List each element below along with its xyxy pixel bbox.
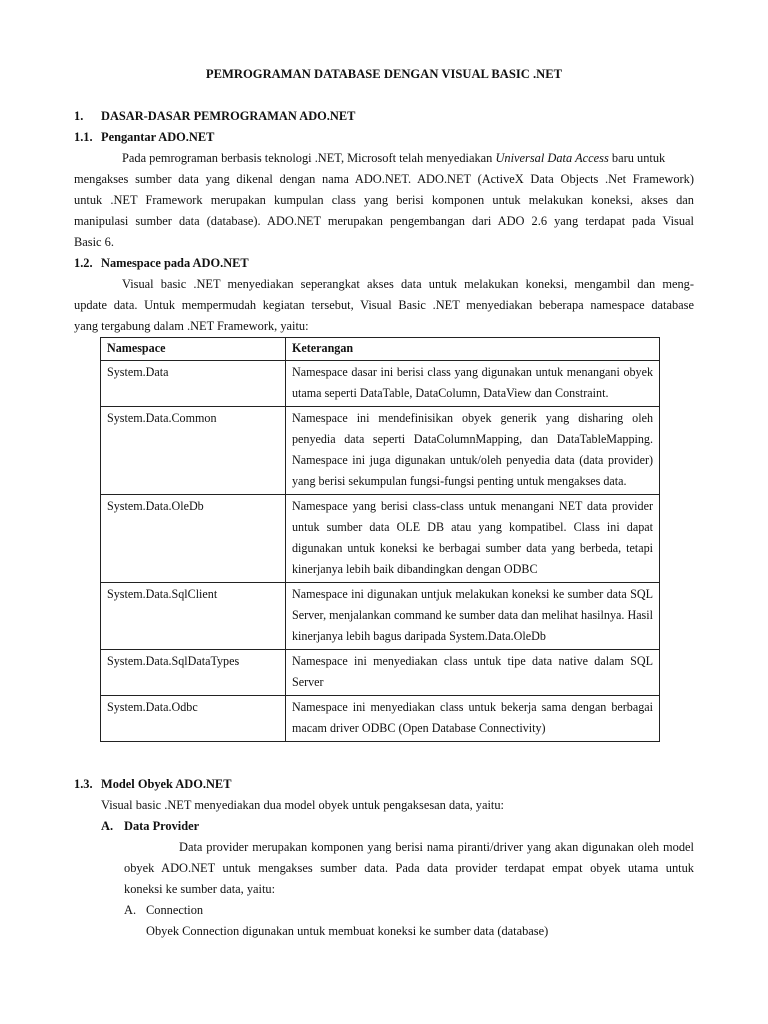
connection-title: Connection <box>146 903 204 917</box>
table-row <box>101 495 660 583</box>
description-cell: Namespace ini mendefinisikan obyek generik yang disharing oleh penyedia data seperti DataColumnMapping, dan DataTableMapping. Namespace ini juga digunakan untuk/oleh penyedia data (data provider) yang berisi sekumpulan fungsi-fungsi penting untuk mengakses data. <box>286 407 660 495</box>
section-1-1-paragraph-line-4: manipulasi sumber data (database). ADO.NET merupakan pengembangan dari ADO 2.6 yang terdapat pada Visual <box>74 214 694 228</box>
table-row <box>101 407 660 495</box>
subsection-a-paragraph-line-2: obyek ADO.NET untuk mengakses sumber data. Pada data provider terdapat empat obyek utama untuk <box>124 861 694 875</box>
section-1-3-intro: Visual basic .NET menyediakan dua model obyek untuk pengaksesan data, yaitu: <box>101 798 504 812</box>
section-1-title: DASAR-DASAR PEMROGRAMAN ADO.NET <box>101 109 356 123</box>
section-1-1-title: Pengantar ADO.NET <box>101 130 215 144</box>
description-cell: Namespace ini digunakan untjuk melakukan koneksi ke sumber data SQL Server, menjalankan command ke sumber data dan melihat hasilnya. Hasil kinerjanya lebih bagus daripada System.Data.OleDb <box>286 583 660 650</box>
section-1-2-paragraph-line-1: Visual basic .NET menyediakan seperangkat akses data untuk melakukan koneksi, mengambil dan meng- <box>122 277 694 291</box>
connection-number: A. <box>124 903 137 917</box>
section-1-heading <box>74 109 355 124</box>
table-header-keterangan: Keterangan <box>286 338 660 361</box>
namespace-cell: System.Data.Common <box>101 407 286 495</box>
section-1-3-heading <box>74 777 231 792</box>
paragraph-text: baru untuk <box>608 151 666 165</box>
section-1-2-number: 1.2. <box>74 256 93 270</box>
section-1-3-number: 1.3. <box>74 777 93 791</box>
table-row <box>101 583 660 650</box>
namespace-cell: System.Data.OleDb <box>101 495 286 583</box>
subsection-a-number: A. <box>101 819 114 833</box>
section-1-2-paragraph-line-2: update data. Untuk mempermudah kegiatan tersebut, Visual Basic .NET menyediakan beberapa namespace database <box>74 298 694 312</box>
section-1-1-paragraph-line-3: untuk .NET Framework merupakan kumpulan class yang berisi komponen untuk melakukan koneksi, akses dan <box>74 193 694 207</box>
subsection-a-heading <box>101 819 199 834</box>
table-row <box>101 361 660 407</box>
namespace-table <box>100 337 660 742</box>
section-1-2-paragraph-line-3: yang tergabung dalam .NET Framework, yaitu: <box>74 319 309 333</box>
section-1-number: 1. <box>74 109 84 123</box>
subsection-a-paragraph-line-1: Data provider merupakan komponen yang berisi nama piranti/driver yang akan digunakan oleh model <box>179 840 694 854</box>
section-1-1-heading <box>74 130 214 145</box>
table-header-row <box>101 338 660 361</box>
table-header-namespace: Namespace <box>101 338 286 361</box>
section-1-3-title: Model Obyek ADO.NET <box>101 777 232 791</box>
section-1-2-heading <box>74 256 249 271</box>
table-row <box>101 696 660 742</box>
subsection-a-paragraph-line-3: koneksi ke sumber data, yaitu: <box>124 882 276 896</box>
namespace-cell: System.Data.Odbc <box>101 696 286 742</box>
section-1-1-paragraph-line-5: Basic 6. <box>74 235 114 249</box>
connection-heading <box>124 903 203 918</box>
subsection-a-title: Data Provider <box>124 819 200 833</box>
description-cell: Namespace yang berisi class-class untuk menangani NET data provider untuk sumber data OLE DB atau yang kompatibel. Class ini dapat digunakan untuk koneksi ke berbagai sumber data yang berbeda, tetapi kinerjanya lebih baik dibandingkan dengan ODBC <box>286 495 660 583</box>
document-title: PEMROGRAMAN DATABASE DENGAN VISUAL BASIC .NET <box>205 67 563 81</box>
paragraph-text: Pada pemrograman berbasis teknologi .NET, Microsoft telah menyediakan <box>122 151 496 165</box>
namespace-cell: System.Data.SqlDataTypes <box>101 650 286 696</box>
description-cell: Namespace dasar ini berisi class yang digunakan untuk menangani obyek utama seperti DataTable, DataColumn, DataView dan Constraint. <box>286 361 660 407</box>
namespace-cell: System.Data <box>101 361 286 407</box>
section-1-1-number: 1.1. <box>74 130 93 144</box>
section-1-1-paragraph-line-1 <box>122 151 665 166</box>
section-1-2-title: Namespace pada ADO.NET <box>101 256 249 270</box>
description-cell: Namespace ini menyediakan class untuk bekerja sama dengan berbagai macam driver ODBC (Open Database Connectivity) <box>286 696 660 742</box>
section-1-1-paragraph-line-2: mengakses sumber data yang dikenal dengan nama ADO.NET. ADO.NET (ActiveX Data Objects .Net Framework) <box>74 172 694 186</box>
connection-paragraph: Obyek Connection digunakan untuk membuat koneksi ke sumber data (database) <box>146 924 549 938</box>
namespace-cell: System.Data.SqlClient <box>101 583 286 650</box>
paragraph-emphasis: Universal Data Access <box>495 151 609 165</box>
description-cell: Namespace ini menyediakan class untuk tipe data native dalam SQL Server <box>286 650 660 696</box>
table-row <box>101 650 660 696</box>
